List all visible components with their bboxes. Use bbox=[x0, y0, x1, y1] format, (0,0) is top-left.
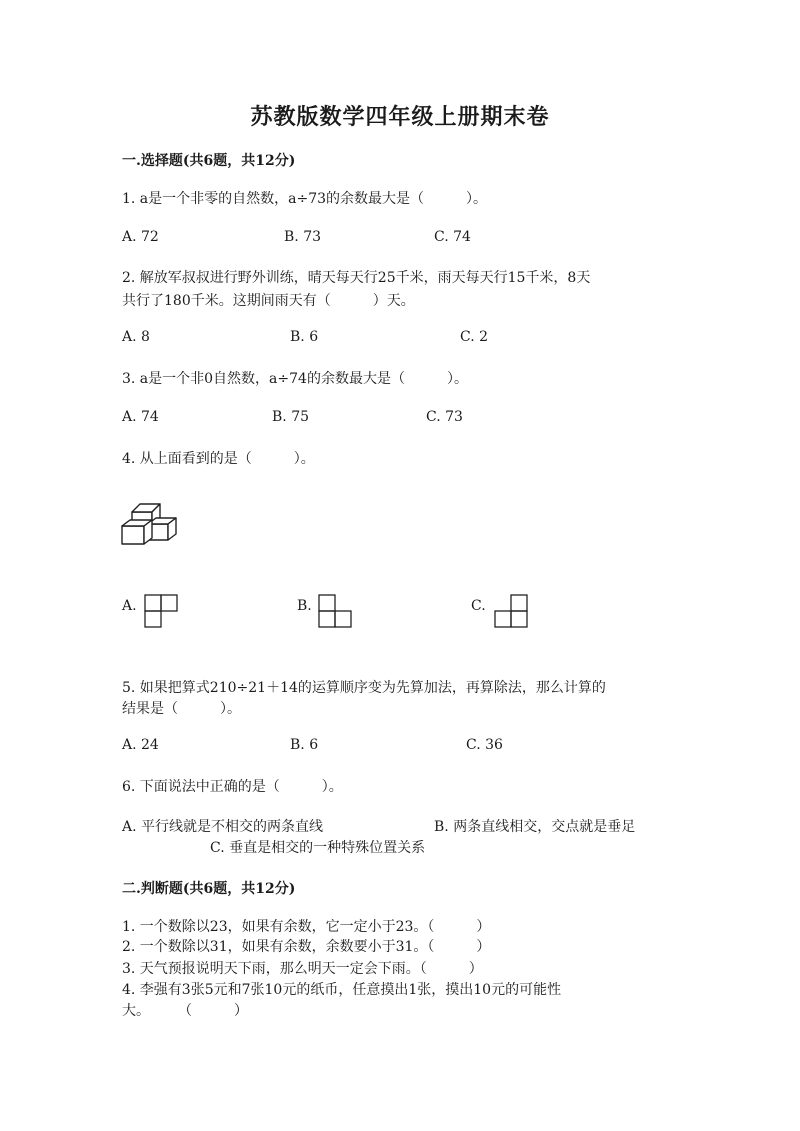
q1-option-b: B. 73 bbox=[284, 229, 322, 245]
judgement-item-2: 2. 一个数除以31，如果有余数，余数要小于31。（ ） bbox=[122, 939, 491, 955]
q2-option-b: B. 6 bbox=[290, 329, 319, 345]
q2-option-c: C. 2 bbox=[460, 329, 489, 345]
question-5-line-2: 结果是（ ）。 bbox=[122, 701, 241, 717]
section-heading-choice: 一.选择题(共6题，共12分) bbox=[122, 153, 296, 169]
q4-option-c-figure bbox=[494, 594, 530, 630]
q4-option-a: A. bbox=[122, 598, 137, 614]
q6-option-b: B. 两条直线相交，交点就是垂足 bbox=[434, 819, 636, 835]
cube-stack-figure bbox=[118, 500, 182, 548]
exam-title: 苏教版数学四年级上册期末卷 bbox=[250, 104, 550, 130]
question-4: 4. 从上面看到的是（ ）。 bbox=[122, 451, 315, 467]
q6-option-a: A. 平行线就是不相交的两条直线 bbox=[122, 819, 324, 835]
q3-option-b: B. 75 bbox=[272, 409, 310, 425]
judgement-item-1: 1. 一个数除以23，如果有余数，它一定小于23。（ ） bbox=[122, 919, 491, 935]
q6-option-c: C. 垂直是相交的一种特殊位置关系 bbox=[210, 840, 426, 856]
q3-option-c: C. 73 bbox=[426, 409, 463, 425]
q1-option-c: C. 74 bbox=[434, 229, 471, 245]
q5-option-b: B. 6 bbox=[290, 737, 319, 753]
q5-option-a: A. 24 bbox=[122, 737, 159, 753]
question-2-line-1: 2. 解放军叔叔进行野外训练，晴天每天行25千米，雨天每天行15千米，8天 bbox=[122, 270, 591, 286]
q4-option-a-figure bbox=[144, 594, 178, 630]
q1-option-a: A. 72 bbox=[122, 229, 159, 245]
question-5-line-1: 5. 如果把算式210÷21＋14的运算顺序变为先算加法，再算除法，那么计算的 bbox=[122, 680, 606, 696]
judgement-item-3: 3. 天气预报说明天下雨，那么明天一定会下雨。（ ） bbox=[122, 961, 483, 977]
q3-option-a: A. 74 bbox=[122, 409, 159, 425]
question-6: 6. 下面说法中正确的是（ ）。 bbox=[122, 779, 343, 795]
q4-option-c: C. bbox=[471, 598, 486, 614]
q5-option-c: C. 36 bbox=[466, 737, 503, 753]
question-2-line-2: 共行了180千米。这期间雨天有（ ）天。 bbox=[122, 293, 415, 309]
q2-option-a: A. 8 bbox=[122, 329, 150, 345]
q4-option-b: B. bbox=[297, 598, 312, 614]
question-1: 1. a是一个非零的自然数，a÷73的余数最大是（ ）。 bbox=[122, 191, 488, 207]
section-heading-judgement: 二.判断题(共6题，共12分) bbox=[122, 881, 296, 897]
question-3: 3. a是一个非0自然数，a÷74的余数最大是（ ）。 bbox=[122, 371, 468, 387]
judgement-item-4-line-2: 大。 （ ） bbox=[122, 1003, 248, 1019]
judgement-item-4-line-1: 4. 李强有3张5元和7张10元的纸币，任意摸出1张，摸出10元的可能性 bbox=[122, 982, 562, 998]
q4-option-b-figure bbox=[318, 594, 354, 630]
